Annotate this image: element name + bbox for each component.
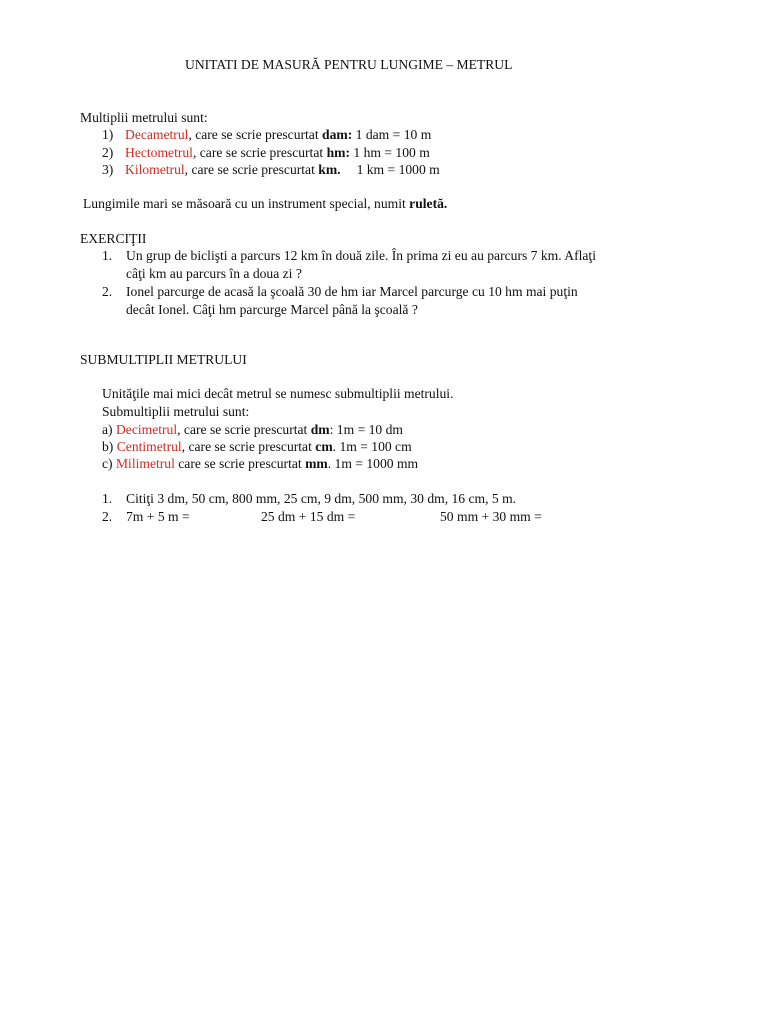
task-2-part-2: 25 dm + 15 dm =	[261, 509, 356, 524]
unit-abbr: dm	[310, 422, 330, 437]
exercise-item-1-line1	[102, 248, 596, 264]
unit-abbr: dam:	[322, 127, 353, 142]
unit-equation: : 1m = 10 dm	[329, 422, 403, 437]
unit-equation: 1 km = 1000 m	[356, 162, 440, 177]
unit-equation: . 1m = 1000 mm	[327, 456, 419, 471]
list-letter: c)	[102, 456, 116, 471]
list-letter: a)	[102, 422, 116, 437]
unit-equation: 1 dam = 10 m	[352, 127, 432, 142]
unit-equation: . 1m = 100 cm	[332, 439, 412, 454]
unit-desc: , care se scrie prescurtat	[184, 162, 319, 177]
submultiple-item-decimetrul	[102, 422, 403, 438]
unit-abbr: km.	[318, 162, 341, 177]
submultiple-item-milimetrul	[102, 456, 418, 472]
list-number: 1)	[102, 127, 114, 142]
task-2-part-1: 7m + 5 m =	[126, 509, 190, 524]
unit-name: Kilometrul	[125, 162, 185, 177]
list-number: 2)	[102, 145, 114, 160]
submultiples-intro-1: Unităţile mai mici decât metrul se numesc submultiplii metrului.	[102, 386, 454, 401]
submultiples-intro-2: Submultiplii metrului sunt:	[102, 404, 250, 419]
unit-desc: , care se scrie prescurtat	[192, 145, 327, 160]
multiple-item-kilometrul	[102, 162, 440, 178]
list-number: 1.	[102, 491, 113, 506]
unit-desc: , care se scrie prescurtat	[181, 439, 316, 454]
list-number: 2.	[102, 284, 113, 299]
unit-desc: , care se scrie prescurtat	[177, 422, 311, 437]
task-item-1	[102, 491, 516, 507]
unit-desc: care se scrie prescurtat	[174, 456, 306, 471]
exercise-item-2-line1	[102, 284, 578, 300]
list-letter: b)	[102, 439, 117, 454]
submultiples-heading: SUBMULTIPLII METRULUI	[80, 352, 247, 367]
multiple-item-hectometrul	[102, 145, 430, 161]
submultiple-item-centimetrul	[102, 439, 412, 455]
list-number: 1.	[102, 248, 113, 263]
unit-name: Milimetrul	[115, 456, 175, 471]
unit-abbr: mm	[305, 456, 328, 471]
unit-name: Decametrul	[125, 127, 189, 142]
task-text: Citiţi 3 dm, 50 cm, 800 mm, 25 cm, 9 dm, 500 mm, 30 dm, 16 cm, 5 m.	[126, 491, 517, 506]
list-number: 2.	[102, 509, 113, 524]
ruleta-text: Lungimile mari se măsoară cu un instrument special, numit	[83, 196, 410, 211]
page-title: UNITATI DE MASURĂ PENTRU LUNGIME – METRUL	[185, 57, 513, 72]
list-number: 3)	[102, 162, 114, 177]
unit-desc: , care se scrie prescurtat	[188, 127, 323, 142]
unit-name: Hectometrul	[125, 145, 193, 160]
multiples-intro: Multiplii metrului sunt:	[80, 110, 208, 125]
task-item-2	[102, 509, 126, 525]
exercise-item-1-line2: câţi km au parcurs în a doua zi ?	[126, 266, 302, 281]
task-2-part-3: 50 mm + 30 mm =	[440, 509, 542, 524]
exercises-heading: EXERCIŢII	[80, 231, 147, 246]
unit-abbr: cm	[315, 439, 333, 454]
exercise-text: Ionel parcurge de acasă la şcoală 30 de hm iar Marcel parcurge cu 10 hm mai puţin	[126, 284, 578, 299]
unit-name: Centimetrul	[116, 439, 182, 454]
multiple-item-decametrul	[102, 127, 431, 143]
exercise-item-2-line2: decât Ionel. Câţi hm parcurge Marcel până la şcoală ?	[126, 302, 418, 317]
exercise-text: Un grup de biclişti a parcurs 12 km în două zile. În prima zi eu au parcurs 7 km. Aflaţi	[126, 248, 596, 263]
ruleta-bold: ruletă.	[409, 196, 448, 211]
unit-abbr: hm:	[326, 145, 350, 160]
unit-equation: 1 hm = 100 m	[349, 145, 430, 160]
unit-name: Decimetrul	[115, 422, 178, 437]
ruleta-sentence	[83, 196, 447, 212]
